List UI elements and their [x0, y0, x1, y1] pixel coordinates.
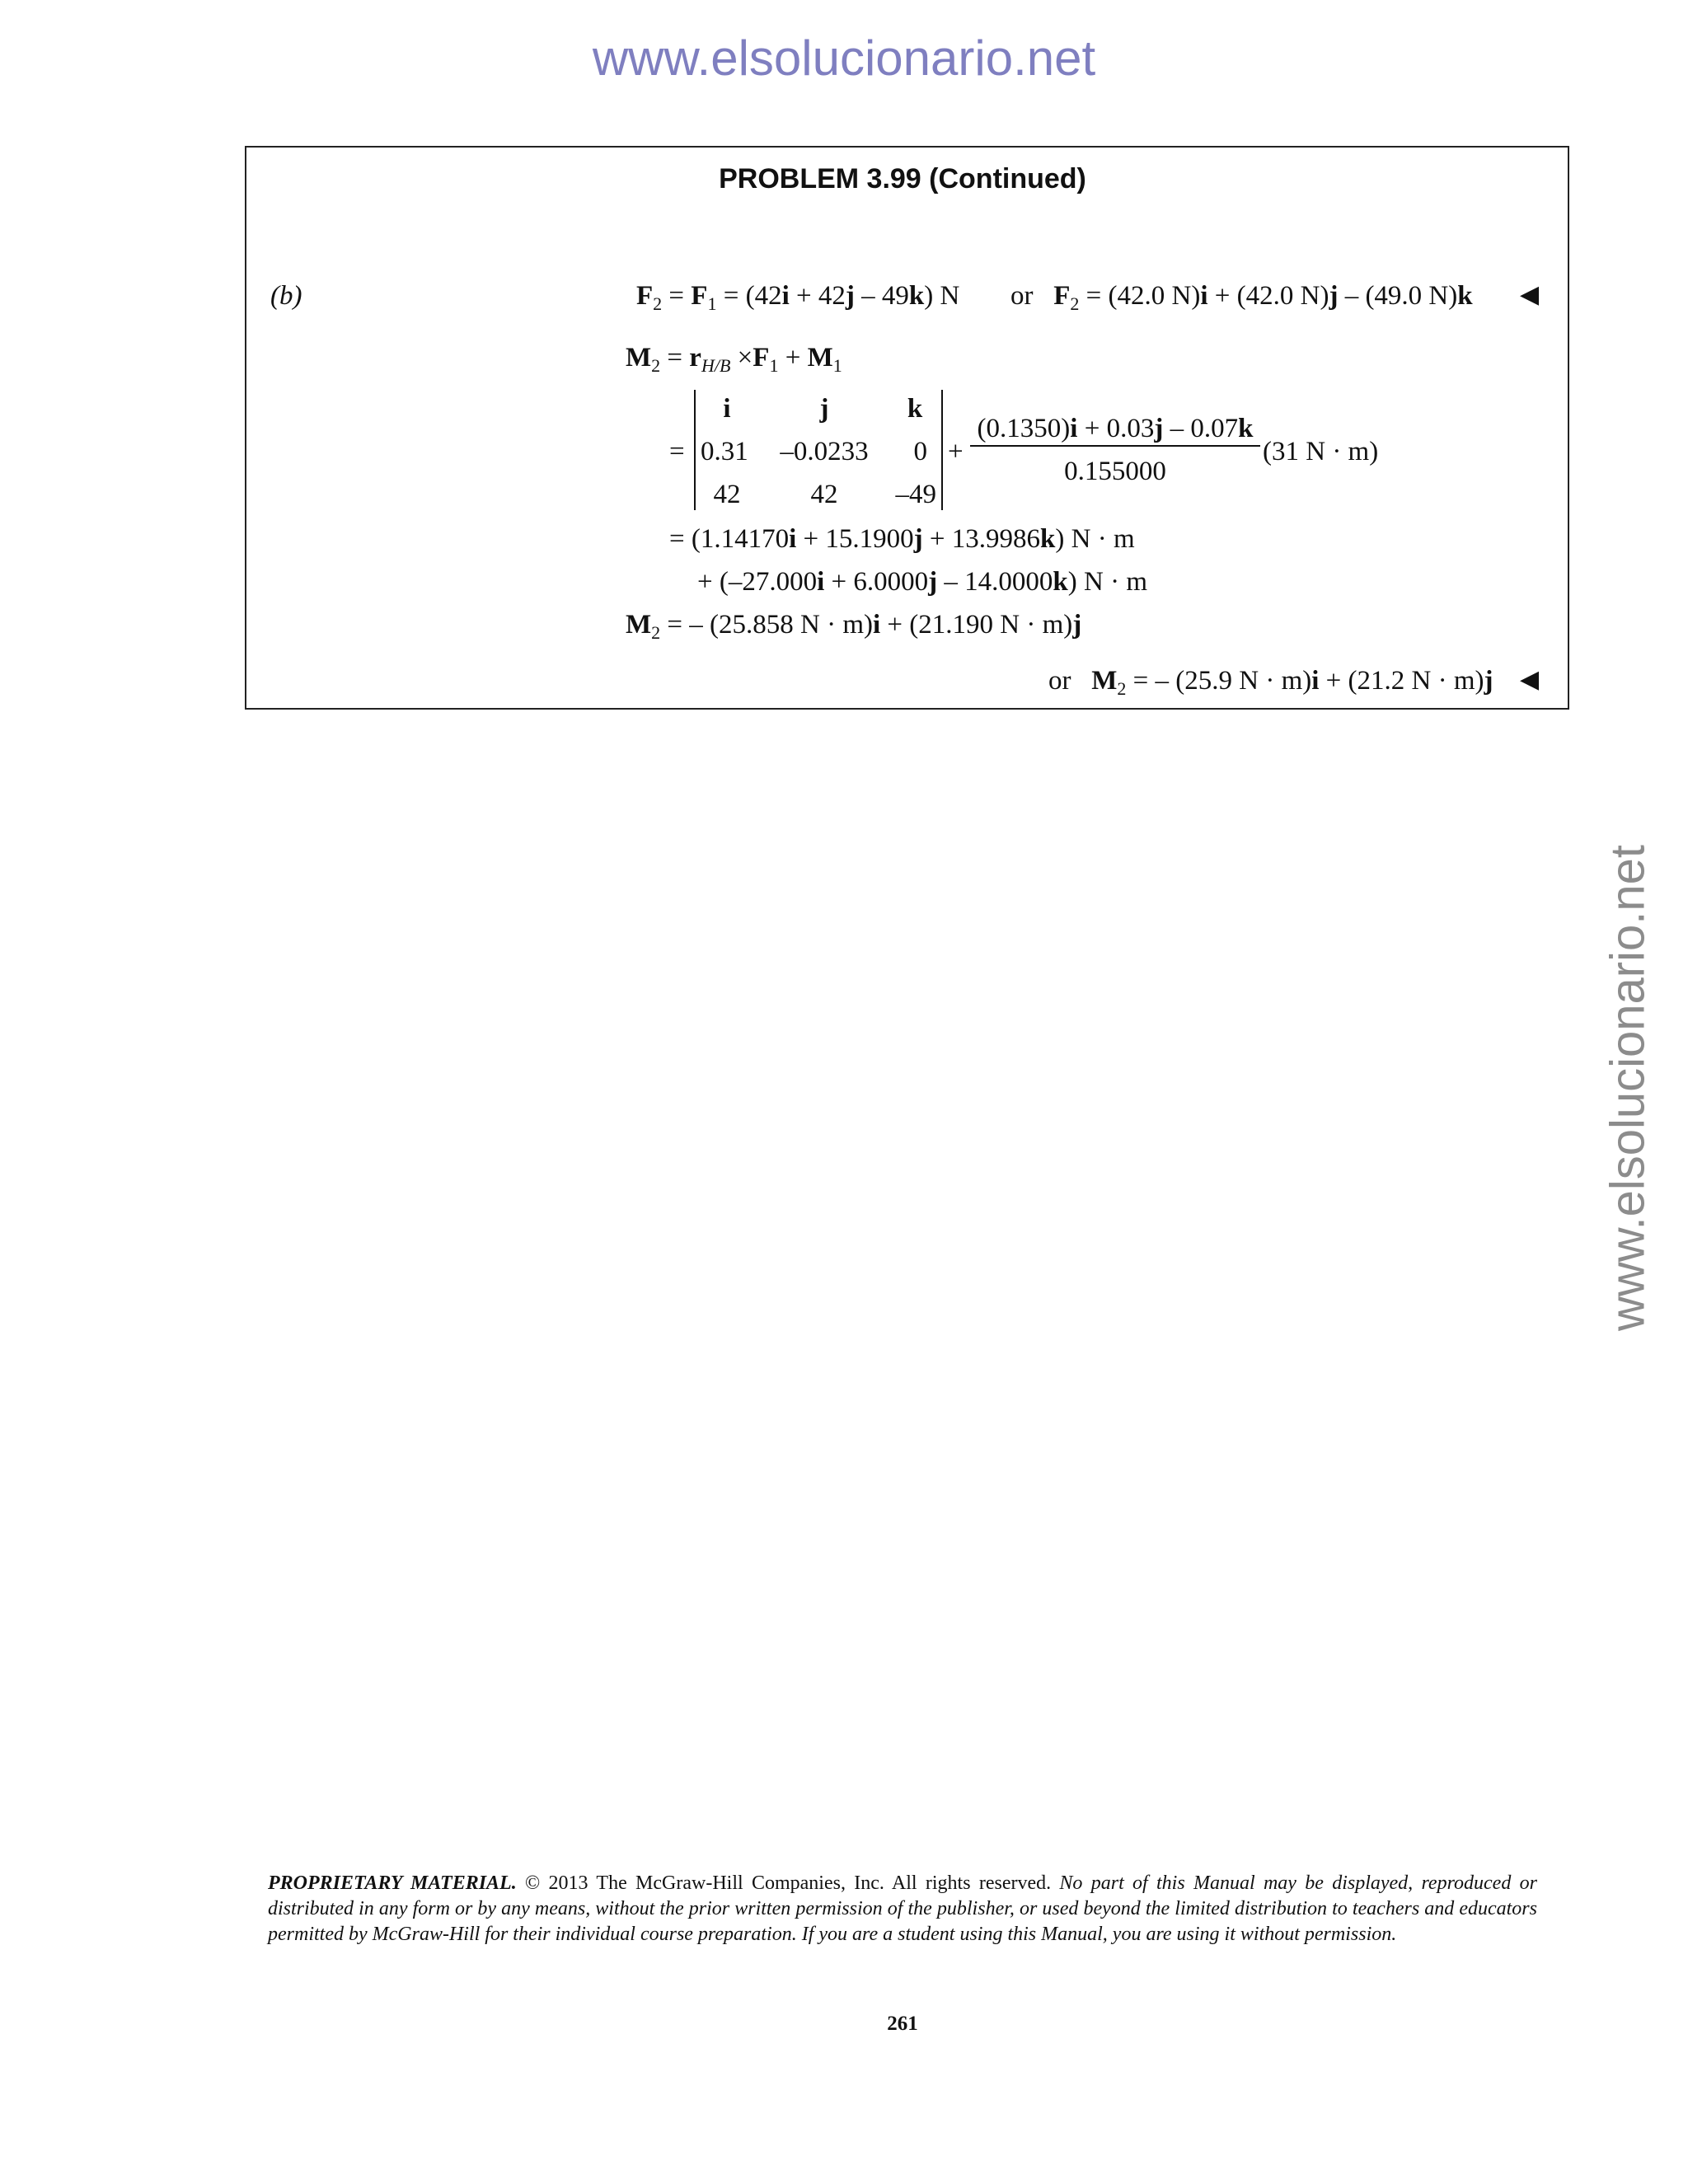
fraction-denominator: 0.155000: [1064, 457, 1166, 486]
plus-sign: +: [948, 437, 964, 466]
copyright-notice: PROPRIETARY MATERIAL. © 2013 The McGraw-Hill Companies, Inc. All rights reserved. No part of this Manual may be displayed, reproduced or distributed in any form or by any means, without the prior written permission of the publisher, or used beyond the limited distribution to teachers and educators permitted by McGraw-Hill for their individual course preparation. If you are a student using this Manual, you are using it without permission.: [268, 1872, 1537, 1945]
det-r3c2: 42: [810, 480, 838, 509]
watermark-top: www.elsolucionario.net: [592, 30, 1096, 86]
part-label: (b): [270, 281, 302, 311]
final-answer: or $M_2$ = – (25.9 N · m)i + (21.2 N · m)j: [1048, 666, 1493, 699]
eq-cross-product-result: = (1.14170i + 15.1900j + 13.9986k) N · m: [669, 524, 1135, 554]
eq-moment-term: + (–27.000i + 6.0000j – 14.0000k) N · m: [697, 567, 1147, 597]
eq-force-f2: $F_2 = F_1 = (42i + 42j - 49k)$ N: [636, 281, 960, 314]
page-number: 261: [887, 2013, 918, 2035]
det-r1c1: i: [723, 394, 731, 424]
det-r1c3: k: [907, 394, 923, 424]
fraction-numerator: (0.1350)i + 0.03j – 0.07k: [977, 414, 1254, 443]
fraction-factor: (31 N · m): [1263, 437, 1379, 466]
answer-marker-icon: ◀: [1520, 280, 1540, 309]
eq-moment-m2: $M_2$ = – (25.858 N · m)i + (21.190 N · m)j: [626, 610, 1082, 643]
det-r2c2: –0.0233: [780, 437, 869, 466]
answer-marker-icon: ◀: [1520, 665, 1540, 694]
problem-heading: PROBLEM 3.99 (Continued): [719, 163, 1086, 194]
det-r2c1: 0.31: [701, 437, 748, 466]
fraction-bar: [970, 445, 1260, 447]
eq-moment-def: $M_2 = r_{H/B} \times F_1 + M_1$: [626, 343, 842, 376]
det-r2c3: 0: [913, 437, 927, 466]
eq-force-answer: or $F_2 = (42.0$ N)i + (42.0 N)j – (49.0 N)k: [1010, 281, 1473, 314]
det-r3c3: –49: [895, 480, 936, 509]
watermark-side: www.elsolucionario.net: [1601, 845, 1655, 1331]
det-r3c1: 42: [713, 480, 741, 509]
equals-sign: =: [669, 437, 685, 466]
det-r1c2: j: [819, 394, 829, 424]
